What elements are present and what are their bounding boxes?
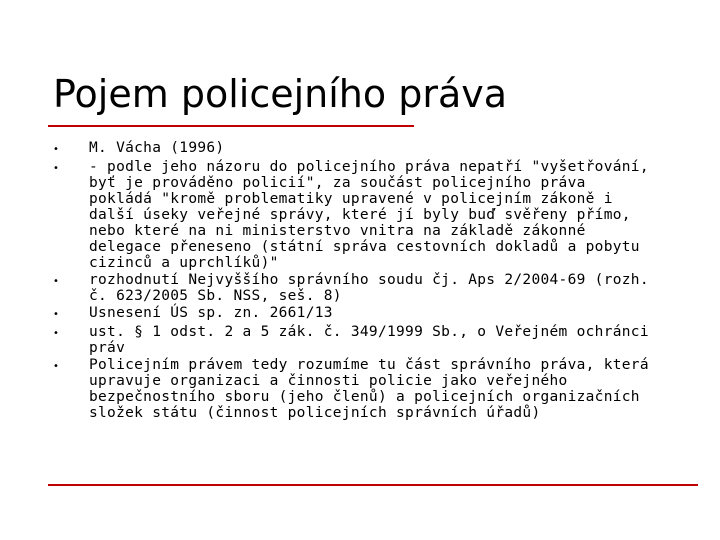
bullet-icon: •	[53, 276, 59, 287]
title-divider	[48, 125, 414, 127]
bullet-list	[53, 140, 653, 421]
slide-title: Pojem policejního práva	[53, 72, 508, 116]
list-item	[53, 324, 653, 356]
bullet-icon: •	[53, 163, 59, 174]
list-item-text: Policejním právem tedy rozumíme tu část správního práva, která upravuje organizaci a činnosti policie jako veřejného bezpečnostního sboru (jeho členů) a policejních organizačních složek státu (činnost policejních správních úřadů)	[89, 357, 649, 421]
list-item	[53, 159, 653, 271]
list-item	[53, 357, 653, 421]
list-item-text: - podle jeho názoru do policejního práva nepatří "vyšetřování, byť je prováděno policií", za součást policejního práva pokládá "kromě problematiky upravené v policejním zákoně i další úseky veřejné správy, které jí byly buď svěřeny přímo, nebo které na ni ministerstvo vnitra na základě zákonné delegace přeneseno (státní správa cestovních dokladů a pobytu cizinců a uprchlíků)"	[89, 159, 649, 271]
footer-divider	[48, 484, 698, 486]
bullet-icon: •	[53, 309, 59, 320]
bullet-icon: •	[53, 144, 59, 155]
list-item-text: ust. § 1 odst. 2 a 5 zák. č. 349/1999 Sb., o Veřejném ochránci práv	[89, 324, 649, 356]
bullet-icon: •	[53, 328, 59, 339]
list-item-text: rozhodnutí Nejvyššího správního soudu čj. Aps 2/2004-69 (rozh. č. 623/2005 Sb. NSS, seš. 8)	[89, 272, 649, 304]
list-item-text: Usnesení ÚS sp. zn. 2661/13	[89, 305, 333, 321]
list-item-text: M. Vácha (1996)	[89, 140, 225, 156]
list-item	[53, 305, 653, 323]
list-item	[53, 140, 653, 158]
bullet-icon: •	[53, 361, 59, 372]
list-item	[53, 272, 653, 304]
